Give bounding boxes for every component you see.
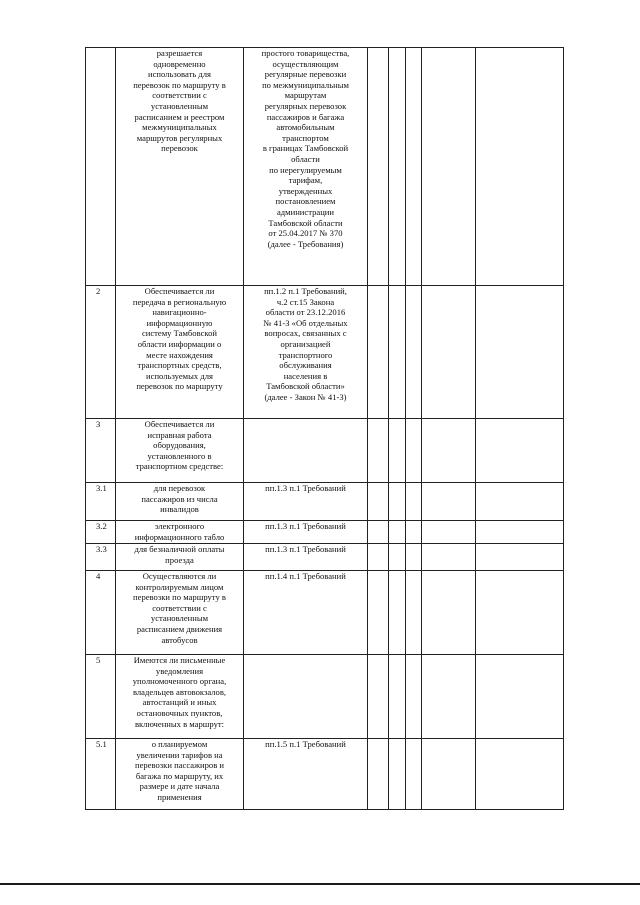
answer-na-cell [406,419,422,483]
comment-cell [476,521,564,544]
answer-yes-cell [368,544,389,571]
answer-no-cell [389,739,406,810]
reference-cell: пп.1.3 п.1 Требований [244,521,368,544]
note-cell [422,571,476,655]
comment-cell [476,655,564,739]
checklist-table [85,47,564,810]
row-number: 5 [86,655,116,739]
answer-yes-cell [368,655,389,739]
answer-na-cell [406,286,422,419]
reference-cell: пп.1.3 п.1 Требований [244,544,368,571]
row-number: 3.2 [86,521,116,544]
reference-cell: простого товарищества, осуществляющим регулярные перевозки по межмуниципальным маршрутам регулярных перевозок пассажиров и багажа автомобильным транспортом в границах Тамбовской области по нерегулируемым тарифам, утвержденных постановлением администрации Тамбовской области от 25.04.2017 № 370 (далее - Требования) [244,48,368,286]
table-row [86,521,564,544]
answer-yes-cell [368,286,389,419]
table-row [86,483,564,521]
question-cell: о планируемом увеличении тарифов на перевозки пассажиров и багажа по маршруту, их размере и дате начала применения [116,739,244,810]
comment-cell [476,544,564,571]
answer-yes-cell [368,571,389,655]
row-number: 4 [86,571,116,655]
answer-na-cell [406,655,422,739]
answer-na-cell [406,521,422,544]
row-number [86,48,116,286]
question-cell: Осуществляются ли контролируемым лицом перевозки по маршруту в соответствии с установленным расписанием движения автобусов [116,571,244,655]
answer-no-cell [389,655,406,739]
question-cell: Обеспечивается ли передача в региональную навигационно- информационную систему Тамбовской области информации о месте нахождения транспортных средств, используемых для перевозок по маршруту [116,286,244,419]
comment-cell [476,419,564,483]
note-cell [422,48,476,286]
reference-cell: пп.1.3 п.1 Требований [244,483,368,521]
note-cell [422,521,476,544]
answer-yes-cell [368,483,389,521]
question-cell: Имеются ли письменные уведомления уполномоченного органа, владельцев автовокзалов, автостанций и иных остановочных пунктов, включенных в маршрут: [116,655,244,739]
comment-cell [476,571,564,655]
table-row [86,48,564,286]
table-row [86,655,564,739]
answer-yes-cell [368,48,389,286]
answer-na-cell [406,739,422,810]
reference-cell [244,655,368,739]
comment-cell [476,739,564,810]
row-number: 3.3 [86,544,116,571]
table-row [86,571,564,655]
reference-cell: пп.1.2 п.1 Требований, ч.2 ст.15 Закона области от 23.12.2016 № 41-З «Об отдельных вопросах, связанных с организацией транспортного обслуживания населения в Тамбовской области» (далее - Закон № 41-З) [244,286,368,419]
answer-na-cell [406,48,422,286]
comment-cell [476,286,564,419]
answer-no-cell [389,521,406,544]
answer-no-cell [389,48,406,286]
answer-yes-cell [368,419,389,483]
comment-cell [476,48,564,286]
comment-cell [476,483,564,521]
reference-cell: пп.1.5 п.1 Требований [244,739,368,810]
page-bottom-rule [0,883,640,885]
note-cell [422,739,476,810]
answer-yes-cell [368,521,389,544]
answer-no-cell [389,419,406,483]
row-number: 2 [86,286,116,419]
answer-no-cell [389,571,406,655]
note-cell [422,286,476,419]
reference-cell: пп.1.4 п.1 Требований [244,571,368,655]
answer-yes-cell [368,739,389,810]
question-cell: электронного информационного табло [116,521,244,544]
answer-na-cell [406,544,422,571]
question-cell: разрешается одновременно использовать для перевозок по маршруту в соответствии с установленным расписанием и реестром межмуниципальных маршрутов регулярных перевозок [116,48,244,286]
table-row [86,419,564,483]
table-row [86,739,564,810]
answer-no-cell [389,286,406,419]
question-cell: для перевозок пассажиров из числа инвалидов [116,483,244,521]
note-cell [422,483,476,521]
note-cell [422,419,476,483]
answer-no-cell [389,483,406,521]
row-number: 3.1 [86,483,116,521]
note-cell [422,544,476,571]
answer-no-cell [389,544,406,571]
answer-na-cell [406,483,422,521]
row-number: 5.1 [86,739,116,810]
reference-cell [244,419,368,483]
answer-na-cell [406,571,422,655]
question-cell: для безналичной оплаты проезда [116,544,244,571]
question-cell: Обеспечивается ли исправная работа оборудования, установленного в транспортном средстве: [116,419,244,483]
note-cell [422,655,476,739]
table-row [86,544,564,571]
row-number: 3 [86,419,116,483]
table-row [86,286,564,419]
